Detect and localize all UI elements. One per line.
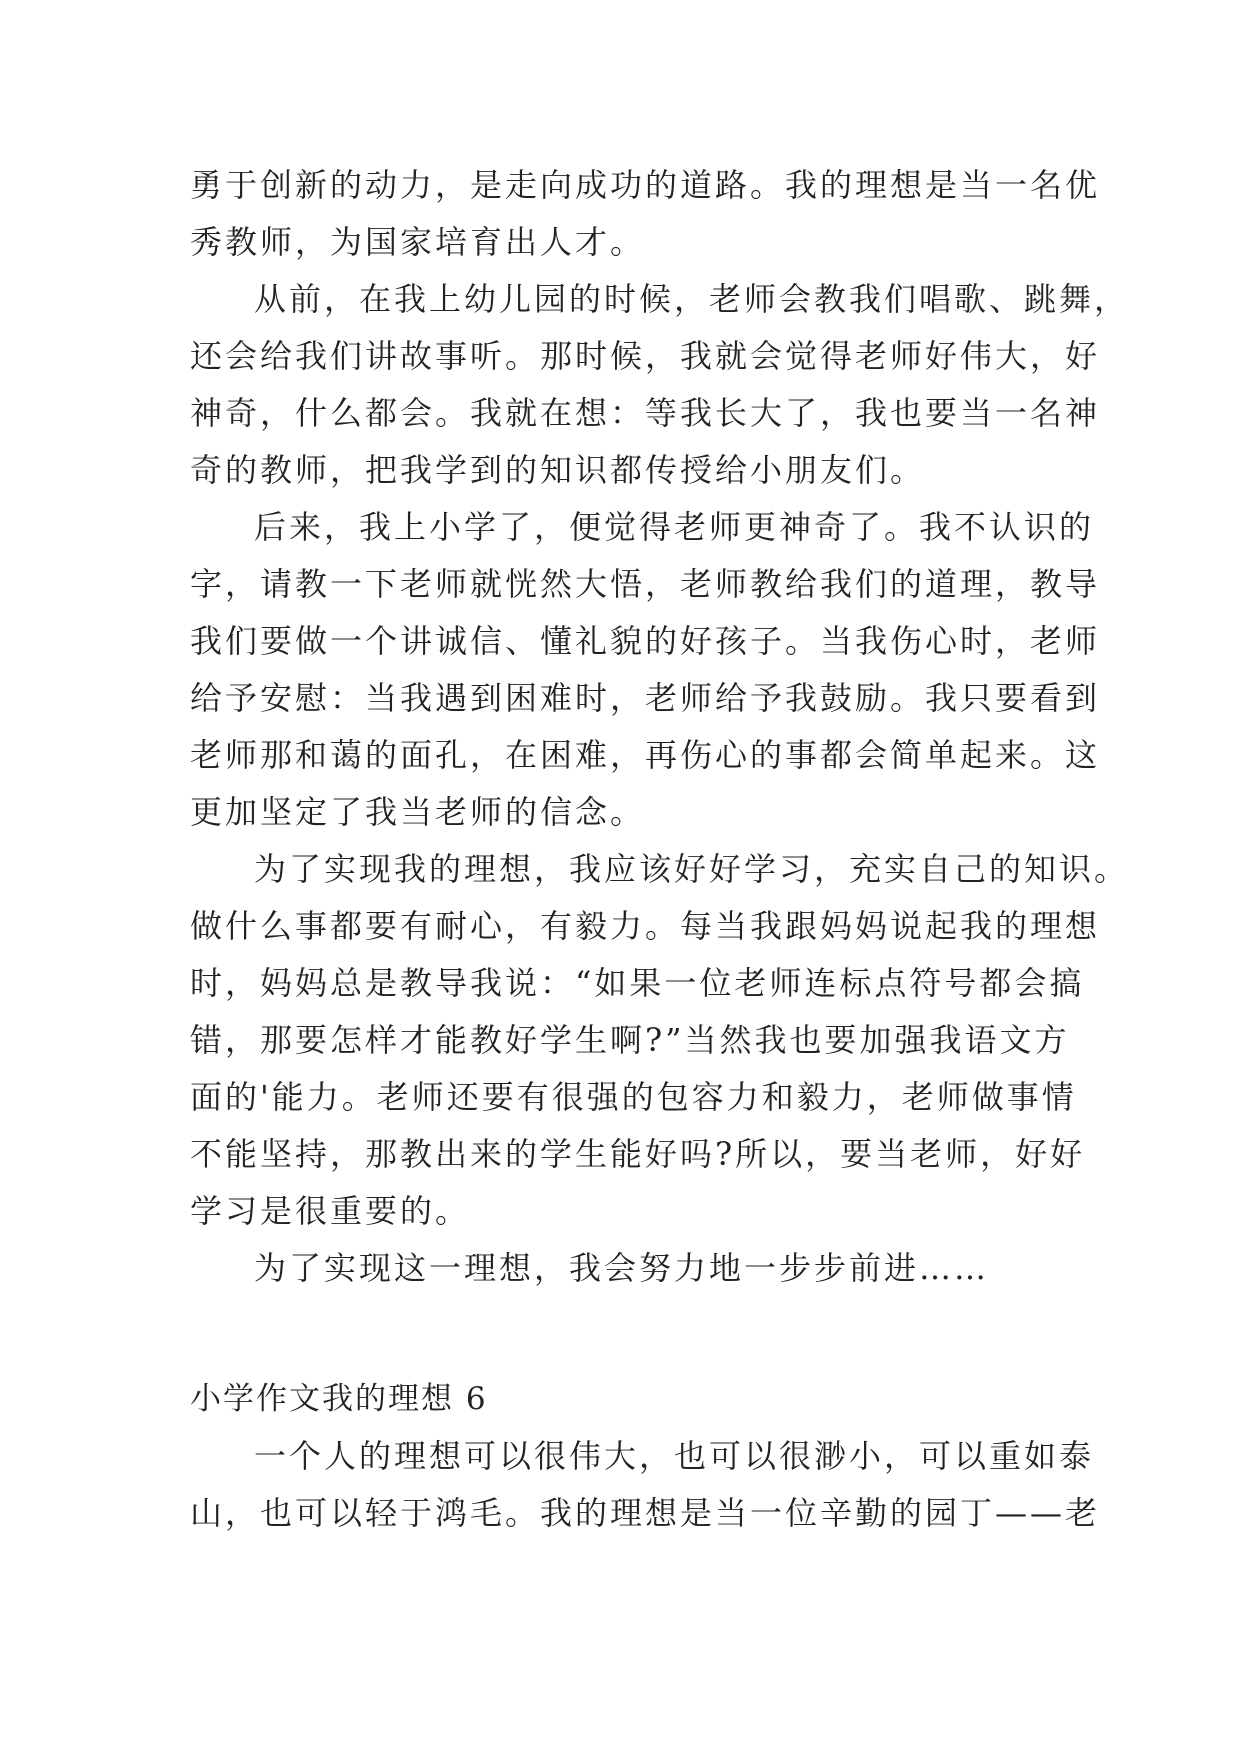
text-line: 老师那和蔼的面孔，在困难，再伤心的事都会简单起来。这 <box>190 736 1101 774</box>
text-line: 不能坚持，那教出来的学生能好吗?所以，要当老师，好好 <box>190 1135 1086 1173</box>
text-line: 山，也可以轻于鸿毛。我的理想是当一位辛勤的园丁——老 <box>190 1494 1101 1532</box>
text-line: 做什么事都要有耐心，有毅力。每当我跟妈妈说起我的理想 <box>190 907 1101 945</box>
text-line: 还会给我们讲故事听。那时候，我就会觉得老师好伟大，好 <box>190 337 1101 375</box>
text-line: 字，请教一下老师就恍然大悟，老师教给我们的道理，教导 <box>190 565 1101 603</box>
text-line: 为了实现这一理想，我会努力地一步步前进…… <box>254 1249 990 1287</box>
text-line: 学习是很重要的。 <box>190 1192 471 1230</box>
text-line: 更加坚定了我当老师的信念。 <box>190 793 646 831</box>
text-line: 错，那要怎样才能教好学生啊?”当然我也要加强我语文方 <box>190 1021 1070 1059</box>
text-line: 面的'能力。老师还要有很强的包容力和毅力，老师做事情 <box>190 1078 1077 1116</box>
text-line: 时，妈妈总是教导我说：“如果一位老师连标点符号都会搞 <box>190 964 1085 1002</box>
text-line: 一个人的理想可以很伟大，也可以很渺小，可以重如泰 <box>254 1437 1095 1475</box>
essay-body <box>190 157 1130 1297</box>
text-line: 神奇，什么都会。我就在想：等我长大了，我也要当一名神 <box>190 394 1101 432</box>
text-line: 秀教师，为国家培育出人才。 <box>190 223 646 261</box>
section-heading: 小学作文我的理想 6 <box>190 1381 488 1417</box>
essay-body-section-6 <box>190 1428 1101 1542</box>
text-line: 我们要做一个讲诚信、懂礼貌的好孩子。当我伤心时，老师 <box>190 622 1101 660</box>
text-line: 为了实现我的理想，我应该好好学习，充实自己的知识。 <box>254 850 1130 888</box>
text-line: 奇的教师，把我学到的知识都传授给小朋友们。 <box>190 451 926 489</box>
text-line: 后来，我上小学了，便觉得老师更神奇了。我不认识的 <box>254 508 1095 546</box>
text-line: 给予安慰：当我遇到困难时，老师给予我鼓励。我只要看到 <box>190 679 1101 717</box>
text-line: 勇于创新的动力，是走向成功的道路。我的理想是当一名优 <box>190 166 1101 204</box>
text-line: 从前，在我上幼儿园的时候，老师会教我们唱歌、跳舞， <box>254 280 1130 318</box>
